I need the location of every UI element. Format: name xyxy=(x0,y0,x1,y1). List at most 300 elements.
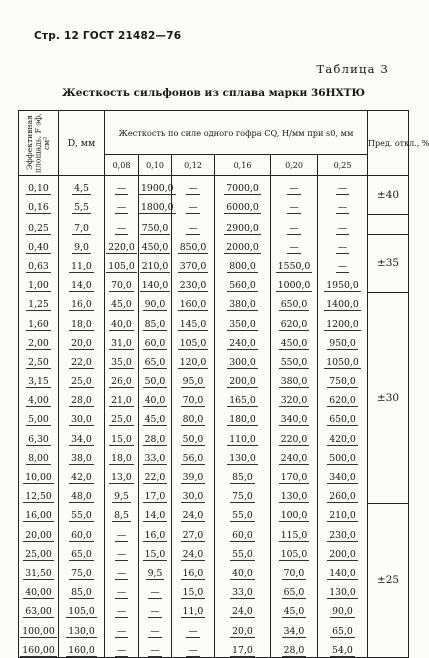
cell-diameter xyxy=(59,292,105,311)
cell-stiffness-value: 450,0 xyxy=(141,241,169,253)
cell-area xyxy=(19,254,59,273)
cell-area-value: 63,00 xyxy=(25,606,52,618)
cell-stiffness-value: 950,0 xyxy=(329,337,356,349)
cell-stiffness xyxy=(172,542,215,561)
cell-stiffness xyxy=(172,484,215,503)
cell-diameter xyxy=(59,311,105,330)
cell-diameter-value: 34,0 xyxy=(71,433,92,445)
cell-stiffness-value: 240,0 xyxy=(229,337,256,349)
cell-area xyxy=(19,580,59,599)
cell-stiffness xyxy=(318,542,368,561)
stiffness-table xyxy=(18,110,429,658)
column-header-thickness: 0,12 xyxy=(172,155,215,176)
cell-area-value: 0,10 xyxy=(28,183,49,195)
cell-stiffness-value: 15,0 xyxy=(182,587,204,599)
cell-stiffness-value: 320,0 xyxy=(280,395,308,407)
cell-area-value: 20,00 xyxy=(25,529,52,541)
table-body xyxy=(19,176,409,658)
cell-stiffness-value: — xyxy=(188,222,198,234)
cell-stiffness xyxy=(172,580,215,599)
cell-stiffness xyxy=(215,561,271,580)
cell-area xyxy=(19,542,59,561)
table-row xyxy=(19,350,409,369)
table-row xyxy=(19,426,409,445)
cell-tolerance: ±40 xyxy=(368,176,409,215)
cell-stiffness xyxy=(139,292,172,311)
cell-stiffness xyxy=(215,176,271,196)
cell-stiffness xyxy=(271,638,318,658)
table-row xyxy=(19,235,409,254)
cell-stiffness-value: 650,0 xyxy=(329,414,356,426)
cell-stiffness-value: 130,0 xyxy=(329,587,356,599)
cell-area-value: 25,00 xyxy=(25,548,52,560)
cell-area xyxy=(19,311,59,330)
cell-stiffness-value: — xyxy=(150,625,160,637)
cell-stiffness-value: 1000,0 xyxy=(277,280,311,292)
cell-stiffness-value: 90,0 xyxy=(332,606,353,618)
cell-stiffness xyxy=(215,638,271,658)
cell-stiffness-value: 2000,0 xyxy=(226,241,259,253)
table-row xyxy=(19,580,409,599)
cell-diameter-value: 38,0 xyxy=(71,452,92,464)
cell-diameter xyxy=(59,176,105,196)
cell-stiffness xyxy=(139,214,172,234)
cell-stiffness-value: 140,0 xyxy=(329,567,356,579)
cell-stiffness-value: — xyxy=(337,183,348,195)
cell-stiffness xyxy=(105,214,139,234)
cell-area xyxy=(19,195,59,214)
cell-stiffness xyxy=(318,638,368,658)
cell-stiffness-value: 560,0 xyxy=(229,280,256,292)
cell-area-value: 0,16 xyxy=(28,202,49,214)
cell-stiffness xyxy=(271,599,318,618)
cell-stiffness xyxy=(318,465,368,484)
cell-stiffness-value: 1950,0 xyxy=(326,280,359,292)
cell-stiffness-value: 28,0 xyxy=(144,433,166,445)
cell-diameter-value: 105,0 xyxy=(68,606,95,618)
cell-stiffness xyxy=(318,369,368,388)
cell-stiffness xyxy=(172,292,215,311)
cell-diameter-value: 4,5 xyxy=(74,183,89,195)
column-header-tolerance: Пред. откл., % xyxy=(368,111,409,176)
cell-stiffness xyxy=(105,176,139,196)
cell-diameter-value: 28,0 xyxy=(71,395,92,407)
cell-stiffness-value: 70,0 xyxy=(182,395,204,407)
cell-stiffness xyxy=(271,235,318,254)
cell-area xyxy=(19,426,59,445)
table-row xyxy=(19,254,409,273)
cell-stiffness-value: — xyxy=(116,587,127,599)
cell-stiffness xyxy=(139,638,172,658)
cell-area xyxy=(19,214,59,234)
cell-stiffness-value: 800,0 xyxy=(229,260,256,272)
cell-stiffness-value: 1050,0 xyxy=(326,356,359,368)
cell-stiffness-value: 370,0 xyxy=(179,260,207,272)
cell-stiffness-value: 25,0 xyxy=(111,414,132,426)
cell-stiffness-value: — xyxy=(116,644,127,656)
cell-stiffness xyxy=(139,176,172,196)
cell-stiffness-value: 9,5 xyxy=(114,491,129,503)
cell-stiffness-value: — xyxy=(116,529,127,541)
cell-stiffness xyxy=(105,618,139,637)
cell-stiffness xyxy=(139,542,172,561)
cell-stiffness xyxy=(215,465,271,484)
cell-area-value: 31,50 xyxy=(25,567,52,579)
cell-stiffness-value: 39,0 xyxy=(182,472,204,483)
column-header-thickness: 0,08 xyxy=(105,155,139,176)
cell-stiffness-value: — xyxy=(289,202,299,214)
cell-area-value: 160,00 xyxy=(22,644,55,656)
table-row xyxy=(19,542,409,561)
column-header-thickness: 0,20 xyxy=(271,155,318,176)
cell-diameter xyxy=(59,503,105,522)
cell-stiffness-value: 620,0 xyxy=(329,395,356,407)
cell-diameter xyxy=(59,638,105,658)
cell-stiffness-value: 30,0 xyxy=(182,491,204,503)
cell-stiffness-value: 40,0 xyxy=(232,567,253,579)
cell-stiffness-value: 230,0 xyxy=(179,280,207,292)
cell-stiffness-value: 110,0 xyxy=(229,433,256,445)
cell-area xyxy=(19,369,59,388)
cell-stiffness xyxy=(215,311,271,330)
cell-area xyxy=(19,273,59,292)
cell-stiffness-value: — xyxy=(289,241,299,253)
cell-stiffness-value: 120,0 xyxy=(179,356,207,368)
cell-stiffness xyxy=(139,369,172,388)
cell-diameter-value: 18,0 xyxy=(71,318,92,330)
cell-stiffness xyxy=(139,350,172,369)
cell-diameter-value: 75,0 xyxy=(71,567,92,579)
cell-diameter-value: 16,0 xyxy=(71,299,92,311)
cell-area xyxy=(19,522,59,541)
cell-stiffness xyxy=(172,176,215,196)
cell-stiffness xyxy=(172,311,215,330)
cell-stiffness-value: 300,0 xyxy=(229,356,256,368)
cell-diameter-value: 130,0 xyxy=(68,625,95,637)
cell-stiffness xyxy=(139,254,172,273)
cell-stiffness xyxy=(318,311,368,330)
cell-stiffness-value: 45,0 xyxy=(283,606,305,618)
cell-stiffness xyxy=(105,388,139,407)
cell-stiffness xyxy=(318,254,368,273)
cell-tolerance: ±25 xyxy=(368,503,409,657)
cell-stiffness-value: 850,0 xyxy=(179,241,207,253)
cell-stiffness xyxy=(105,407,139,426)
cell-stiffness xyxy=(139,388,172,407)
cell-stiffness xyxy=(172,426,215,445)
cell-diameter-value: 42,0 xyxy=(71,472,92,483)
cell-diameter xyxy=(59,484,105,503)
cell-tolerance xyxy=(368,214,409,234)
cell-stiffness xyxy=(318,214,368,234)
cell-stiffness xyxy=(318,273,368,292)
table-row xyxy=(19,561,409,580)
cell-area-value: 1,60 xyxy=(28,318,49,330)
cell-area-value: 6,30 xyxy=(28,433,49,445)
cell-stiffness xyxy=(105,254,139,273)
cell-stiffness-value: 380,0 xyxy=(229,299,256,311)
table-row xyxy=(19,214,409,234)
column-header-diameter: D, мм xyxy=(59,111,105,176)
cell-stiffness xyxy=(172,388,215,407)
cell-diameter-value: 55,0 xyxy=(71,510,92,522)
cell-stiffness-value: 450,0 xyxy=(280,337,308,349)
cell-stiffness-value: 105,0 xyxy=(108,260,135,272)
cell-stiffness-value: — xyxy=(150,606,160,618)
cell-stiffness xyxy=(215,369,271,388)
cell-stiffness xyxy=(105,331,139,350)
cell-area xyxy=(19,503,59,522)
cell-stiffness-value: — xyxy=(337,241,348,253)
cell-diameter-value: 7,0 xyxy=(74,222,89,234)
cell-stiffness xyxy=(318,599,368,618)
cell-stiffness-value: 1200,0 xyxy=(326,318,359,330)
cell-area-value: 100,00 xyxy=(22,625,55,637)
column-header-thickness: 0,10 xyxy=(139,155,172,176)
cell-stiffness-value: 240,0 xyxy=(280,452,308,464)
cell-stiffness-value: 50,0 xyxy=(144,376,166,388)
cell-area-value: 12,50 xyxy=(25,491,52,503)
cell-stiffness-value: — xyxy=(116,183,127,195)
cell-stiffness-value: 1550,0 xyxy=(277,260,311,272)
cell-diameter-value: 48,0 xyxy=(71,491,92,503)
table-number: Таблица 3 xyxy=(316,62,389,76)
cell-stiffness-value: 200,0 xyxy=(329,548,356,560)
cell-stiffness-value: 60,0 xyxy=(144,337,166,349)
cell-stiffness-value: 85,0 xyxy=(232,472,253,483)
page-header: Стр. 12 ГОСТ 21482—76 xyxy=(34,30,182,42)
cell-area xyxy=(19,176,59,196)
cell-stiffness-value: 75,0 xyxy=(232,491,253,503)
cell-area xyxy=(19,484,59,503)
cell-diameter xyxy=(59,388,105,407)
cell-diameter xyxy=(59,465,105,484)
cell-diameter xyxy=(59,618,105,637)
cell-stiffness-value: 145,0 xyxy=(179,318,207,330)
cell-diameter-value: 25,0 xyxy=(71,376,92,388)
cell-stiffness-value: — xyxy=(116,625,127,637)
cell-diameter xyxy=(59,254,105,273)
cell-area xyxy=(19,465,59,484)
cell-stiffness xyxy=(271,176,318,196)
cell-stiffness xyxy=(271,292,318,311)
cell-stiffness-value: — xyxy=(188,183,198,195)
cell-area xyxy=(19,407,59,426)
cell-stiffness-value: 50,0 xyxy=(182,433,204,445)
cell-area-value: 16,00 xyxy=(25,510,52,522)
cell-stiffness xyxy=(139,503,172,522)
cell-stiffness-value: — xyxy=(337,260,348,272)
cell-stiffness xyxy=(271,311,318,330)
cell-stiffness-value: 2900,0 xyxy=(226,222,259,234)
cell-stiffness-value: 200,0 xyxy=(229,376,256,388)
column-header-stiffness: Жесткость по силе одного гофра CQ, Н/мм при s0, мм xyxy=(105,111,368,155)
cell-stiffness xyxy=(318,350,368,369)
cell-stiffness xyxy=(318,195,368,214)
cell-diameter xyxy=(59,350,105,369)
cell-stiffness xyxy=(105,235,139,254)
cell-stiffness xyxy=(318,388,368,407)
cell-stiffness xyxy=(215,350,271,369)
cell-stiffness xyxy=(105,503,139,522)
cell-stiffness xyxy=(172,331,215,350)
cell-stiffness-value: 650,0 xyxy=(280,299,308,311)
cell-stiffness xyxy=(139,446,172,465)
cell-stiffness xyxy=(215,580,271,599)
table-row xyxy=(19,388,409,407)
cell-stiffness xyxy=(215,407,271,426)
cell-stiffness-value: 90,0 xyxy=(144,299,166,311)
cell-diameter-value: 9,0 xyxy=(74,241,89,253)
cell-stiffness-value: 26,0 xyxy=(111,376,132,388)
cell-stiffness-value: — xyxy=(188,625,198,637)
cell-area xyxy=(19,638,59,658)
cell-stiffness xyxy=(172,561,215,580)
cell-area xyxy=(19,561,59,580)
cell-area-value: 0,63 xyxy=(28,260,49,272)
cell-stiffness xyxy=(139,331,172,350)
cell-area-value: 4,00 xyxy=(28,395,49,407)
cell-stiffness xyxy=(139,599,172,618)
cell-area-value: 0,40 xyxy=(28,241,49,253)
cell-stiffness xyxy=(172,503,215,522)
cell-area xyxy=(19,331,59,350)
cell-stiffness xyxy=(172,273,215,292)
cell-stiffness-value: 95,0 xyxy=(182,376,204,388)
table-row xyxy=(19,465,409,484)
cell-stiffness xyxy=(215,522,271,541)
cell-stiffness xyxy=(172,465,215,484)
cell-stiffness xyxy=(215,618,271,637)
cell-stiffness xyxy=(105,580,139,599)
cell-stiffness xyxy=(318,407,368,426)
cell-stiffness-value: 130,0 xyxy=(280,491,308,503)
cell-diameter-value: 22,0 xyxy=(71,356,92,368)
cell-stiffness-value: 56,0 xyxy=(182,452,204,464)
table-row xyxy=(19,484,409,503)
cell-stiffness xyxy=(139,580,172,599)
cell-stiffness-value: 34,0 xyxy=(283,625,305,637)
cell-stiffness-value: 24,0 xyxy=(232,606,253,618)
cell-stiffness xyxy=(215,426,271,445)
cell-stiffness xyxy=(215,484,271,503)
cell-stiffness xyxy=(105,446,139,465)
cell-tolerance: ±30 xyxy=(368,292,409,503)
cell-diameter xyxy=(59,599,105,618)
cell-stiffness-value: 28,0 xyxy=(283,644,305,656)
cell-stiffness-value: 180,0 xyxy=(229,414,256,426)
cell-stiffness xyxy=(105,273,139,292)
cell-stiffness-value: — xyxy=(116,548,127,560)
cell-stiffness xyxy=(105,311,139,330)
cell-stiffness-value: 16,0 xyxy=(144,529,166,541)
cell-stiffness xyxy=(271,561,318,580)
cell-stiffness-value: 17,0 xyxy=(144,491,166,503)
cell-stiffness-value: 65,0 xyxy=(144,356,166,368)
cell-area xyxy=(19,292,59,311)
cell-stiffness-value: 750,0 xyxy=(329,376,356,388)
cell-diameter xyxy=(59,369,105,388)
cell-stiffness-value: 65,0 xyxy=(332,625,353,637)
cell-area xyxy=(19,446,59,465)
cell-stiffness xyxy=(172,235,215,254)
cell-stiffness-value: 33,0 xyxy=(232,587,253,599)
cell-stiffness xyxy=(318,503,368,522)
cell-stiffness xyxy=(172,446,215,465)
cell-stiffness xyxy=(271,465,318,484)
cell-stiffness xyxy=(139,522,172,541)
cell-stiffness-value: 11,0 xyxy=(182,606,204,618)
cell-stiffness xyxy=(139,195,172,214)
cell-stiffness-value: 27,0 xyxy=(182,529,204,541)
cell-stiffness-value: 500,0 xyxy=(329,452,356,464)
cell-diameter-value: 65,0 xyxy=(71,548,92,560)
cell-diameter xyxy=(59,235,105,254)
cell-stiffness xyxy=(105,195,139,214)
cell-stiffness-value: 45,0 xyxy=(111,299,132,311)
cell-diameter xyxy=(59,426,105,445)
cell-stiffness-value: 54,0 xyxy=(332,644,353,656)
cell-stiffness-value: 8,5 xyxy=(114,510,129,522)
column-header-area: Эффективная площадь, F эф, см² xyxy=(19,111,59,176)
table-row xyxy=(19,176,409,196)
cell-stiffness xyxy=(318,522,368,541)
cell-stiffness-value: 260,0 xyxy=(329,491,356,503)
cell-stiffness-value: — xyxy=(116,606,127,618)
cell-diameter-value: 30,0 xyxy=(71,414,92,426)
cell-stiffness-value: 85,0 xyxy=(144,318,166,330)
cell-stiffness-value: 14,0 xyxy=(144,510,166,522)
cell-stiffness-value: — xyxy=(188,644,198,656)
cell-stiffness-value: 70,0 xyxy=(283,567,305,579)
cell-stiffness-value: 220,0 xyxy=(280,433,308,445)
cell-stiffness-value: — xyxy=(289,222,299,234)
cell-stiffness-value: 340,0 xyxy=(280,414,308,426)
cell-diameter xyxy=(59,561,105,580)
column-header-thickness: 0,25 xyxy=(318,155,368,176)
cell-stiffness xyxy=(215,235,271,254)
cell-stiffness xyxy=(318,235,368,254)
cell-stiffness-value: — xyxy=(337,222,348,234)
cell-stiffness-value: 33,0 xyxy=(144,452,166,464)
cell-stiffness xyxy=(271,407,318,426)
cell-stiffness xyxy=(105,292,139,311)
cell-stiffness-value: 550,0 xyxy=(280,356,308,368)
cell-diameter xyxy=(59,214,105,234)
cell-area-value: 8,00 xyxy=(28,452,49,464)
cell-stiffness-value: 31,0 xyxy=(111,337,132,349)
cell-stiffness-value: — xyxy=(289,183,299,195)
cell-stiffness-value: 17,0 xyxy=(232,644,253,656)
cell-stiffness-value: 6000,0 xyxy=(226,202,259,214)
cell-stiffness-value: 16,0 xyxy=(182,567,204,579)
cell-stiffness xyxy=(271,522,318,541)
table-row xyxy=(19,273,409,292)
cell-stiffness-value: — xyxy=(150,587,160,599)
cell-stiffness xyxy=(318,618,368,637)
cell-diameter-value: 160,0 xyxy=(68,644,95,656)
cell-diameter-value: 11,0 xyxy=(71,260,92,272)
table-row xyxy=(19,446,409,465)
cell-stiffness xyxy=(271,618,318,637)
cell-area xyxy=(19,599,59,618)
cell-stiffness-value: 7000,0 xyxy=(226,183,259,195)
cell-stiffness xyxy=(105,465,139,484)
cell-area-value: 40,00 xyxy=(25,587,52,599)
table-title: Жесткость сильфонов из сплава марки 36НХТЮ xyxy=(62,87,365,99)
cell-stiffness-value: 1400,0 xyxy=(326,299,359,311)
cell-stiffness xyxy=(105,522,139,541)
